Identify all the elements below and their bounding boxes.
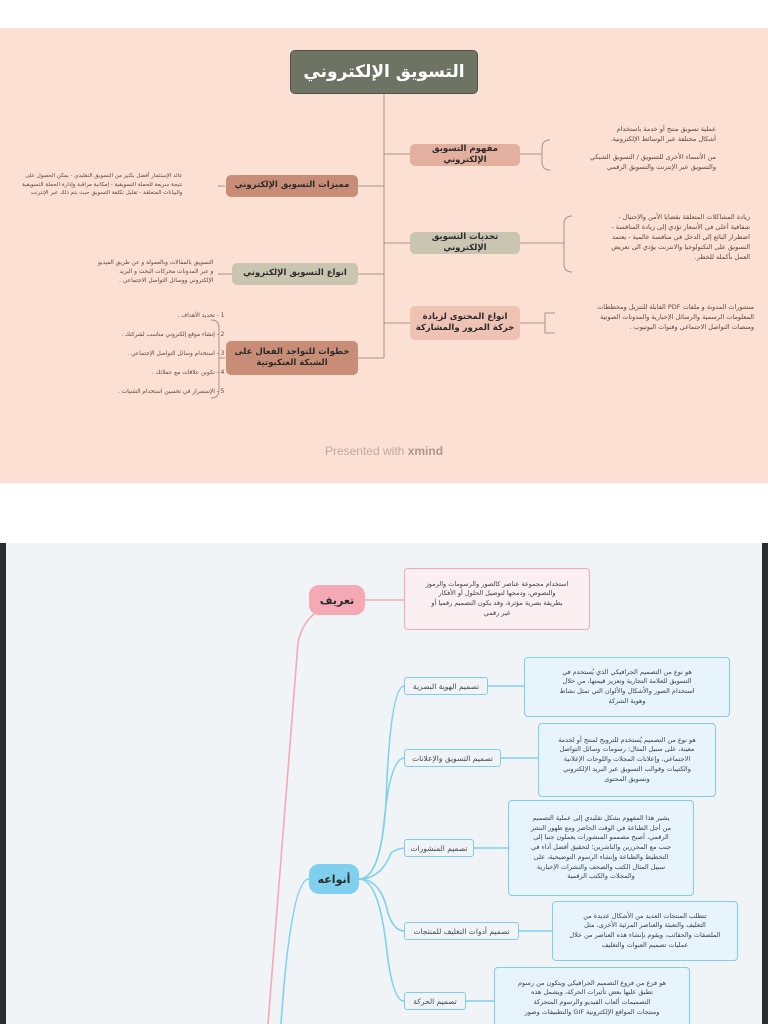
type-motion[interactable]: تصميم الحركة [404,992,466,1010]
steps-list [118,314,224,396]
packaging-description: تتطلب المنتجات العديد من الأشكال عديدة من التغليف والتعبئة والعناصر المرئية الأخرى، مثل الملصقات والحقائب، ويقوم بإنشاء هذه العناصر من خلال عمليات تصميم العبوات والتغليف [552,901,738,961]
type-marketing-ads[interactable]: تصميم التسويق والإعلانات [404,749,501,767]
motion-description: هو فرع من فروع التصميم الجرافيكي ويتكون من رسوم تطبق عليها بعض تأثيرات الحركة، ويشمل هذه التصميمات ألعاب الفيديو والرسوم المتحركة ومنتجات المواقع الإلكترونية GIF والتطبيقات وصور [494,967,690,1024]
marketing-ads-description: هو نوع من التصميم يُستخدم للترويج لمنتج أو لخدمة معينة، على سبيل المثال: رسومات وسائل التواصل الاجتماعي، وإعلانات المجلات واللوحات الإعلانية والكتيبات وقوالب التسويق عبر البريد الإلكتروني وتسويق المحتوى [538,723,716,797]
topic-content-types[interactable]: انواع المحتوى لزيادة حركة المرور والمشاركة [410,306,520,340]
publications-description: يشير هذا المفهوم بشكل تقليدي إلى عملية التصميم من أجل الطباعة في الوقت الحاضر ومع ظهور النشر الرقمي، أصبح مصممو المنشورات يعملون جنبا إلى جنب مع المحررين والناشرين؛ لتحقيق أفضل أداء في التخطيط والطباعة وإنشاء الرسوم التوضيحية، على سبيل المثال الكتب والصحف والنشرات الإخبارية والمجلات والكتب الرقمية [508,800,694,896]
content-types-notes: منشورات المدونة و ملفات PDF القابلة للتنزيل ومخططات المعلومات الرسمية والرسائل الإخبارية والمدونات الصوتية ومنصات التواصل الاجتماعي وقنوات اليوتيوب . [597,303,754,332]
challenges-notes: زيادة المشاكلات المتعلقة بقضايا الأمن والإحتيال - شفافية أعلى في الأسعار تؤدي إلى زيادة المنافسة - اضطرار البائع إلى الدخل في منافسة عالمية - يعتمد التسويق على التكنولوجيا والانترنت يؤدي الى تعريض العمل بأكمله للخطر. [611,213,750,262]
presented-with-watermark: Presented with xmind [324,444,444,458]
marketing-mindmap [0,28,768,483]
type-publications[interactable]: تصميم المنشورات [404,839,474,857]
step-item: 1 - تحديد الأهداف . [177,313,225,319]
topic-advantages[interactable]: مميزات التسويق الإلكتروني [226,175,358,197]
step-item: 4 - تكوين علاقات مع عملائك . [151,370,225,376]
topic-definition[interactable]: تعريف [309,585,365,615]
advantages-notes: عائد الإستثمار أفضل بكثير من التسويق التقليدي - يمكن الحصول على نتيجة سريعة للحملة التسويقية - إمكانية مراقبة وإدارة الحملة التسويقية والبيانات المتعلقة - تقليل تكلفة التسويق حيث يتم ذلك عبر الإنترنت [22,173,183,197]
topic-concept[interactable]: مفهوم التسويق الإلكتروني [410,144,520,166]
definition-text: استخدام مجموعة عناصر كالصور والرسومات والرموز والنصوص، ودمجها لتوصيل الحلول أو الأفكار بطريقة بصرية مؤثرة، وقد يكون التصميم رقميا أو غير رقمي [404,568,590,630]
topic-marketing-types[interactable]: انواع التسويق الإلكتروني [232,263,358,285]
visual-identity-description: هو نوع من التصميم الجرافيكي الذي يُستخدم في التسويق للعلامة التجارية وتعزيز قيمتها، من خلال استخدام الصور والأشكال والألوان التي تمثل نشاط وهوية الشركة [524,657,730,717]
step-item: 3 - استخدام وسائل التواصل الإجتماعي . [127,351,225,357]
type-packaging[interactable]: تصميم أدوات التغليف للمنتجات [404,922,519,940]
type-visual-identity[interactable]: تصميم الهوية البصرية [404,677,488,695]
central-topic[interactable]: التسويق الإلكتروني [290,50,478,94]
step-item: 2 - إنشاء موقع إلكتروني مناسب لشركتك . [121,332,225,338]
graphic-design-mindmap [0,543,768,1024]
topic-steps[interactable]: خطوات للتواجد الفعال على الشبكة العنكبوتية [226,341,358,375]
marketing-types-notes: التسويق بالمقالات وبالعمولة و عن طريق الفيديو و عبر المدونات محركات البحث و البريد الإلكتروني ووسائل التواصل الاجتماعي . [98,260,214,284]
topic-challenges[interactable]: تحديات التسويق الإلكتروني [410,232,520,254]
topic-types[interactable]: أنواعه [309,864,359,894]
step-item: 5 - الإستمرار في تحسين استخدام التقنيات . [118,389,225,395]
concept-notes: عملية تسويق منتج أو خدمة باستخدام أشكال مختلفة عبر الوسائط الإلكترونية. من الأسماء الأخرى للتسويق / التسويق الشبكي والتسويق عبر الإنترنت والتسويق الرقمي [589,125,716,172]
